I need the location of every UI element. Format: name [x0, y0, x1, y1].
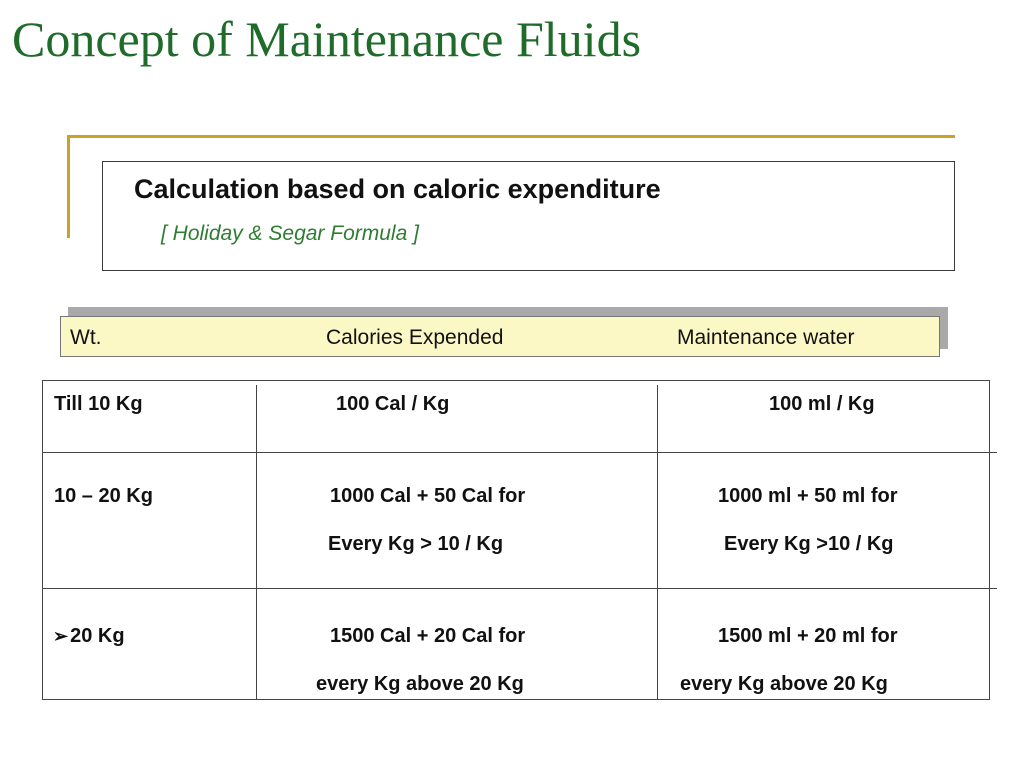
formula-subheading: [ Holiday & Segar Formula ] — [161, 222, 419, 245]
row-divider — [43, 588, 997, 589]
arrow-bullet-icon: ➢ — [53, 626, 69, 646]
table-header — [60, 316, 940, 357]
row-divider — [43, 452, 997, 453]
header-calories: Calories Expended — [326, 326, 504, 349]
header-weight: Wt. — [70, 326, 102, 349]
row1-calories: 100 Cal / Kg — [336, 393, 450, 415]
header-water: Maintenance water — [677, 326, 855, 349]
calculation-box — [102, 161, 955, 271]
calculation-heading: Calculation based on caloric expenditure — [134, 174, 661, 204]
slide-title: Concept of Maintenance Fluids — [12, 11, 642, 67]
data-table — [42, 380, 990, 700]
row3-calories-line1: 1500 Cal + 20 Cal for — [330, 625, 526, 647]
row3-weight-label: 20 Kg — [70, 625, 125, 647]
row1-water: 100 ml / Kg — [769, 393, 875, 415]
row3-calories-line2: every Kg above 20 Kg — [316, 673, 524, 695]
decorative-top-line — [67, 135, 955, 138]
row3-water-line1: 1500 ml + 20 ml for — [718, 625, 898, 647]
row2-calories-line2: Every Kg > 10 / Kg — [328, 533, 504, 555]
row1-weight: Till 10 Kg — [54, 393, 143, 415]
row2-water-line1: 1000 ml + 50 ml for — [718, 485, 898, 507]
column-divider — [657, 385, 658, 699]
decorative-left-line — [67, 135, 70, 238]
row3-weight — [53, 624, 125, 648]
row2-water-line2: Every Kg >10 / Kg — [724, 533, 894, 555]
row3-water-line2: every Kg above 20 Kg — [680, 673, 888, 695]
row2-weight: 10 – 20 Kg — [54, 485, 153, 507]
row2-calories-line1: 1000 Cal + 50 Cal for — [330, 485, 526, 507]
column-divider — [256, 385, 257, 699]
